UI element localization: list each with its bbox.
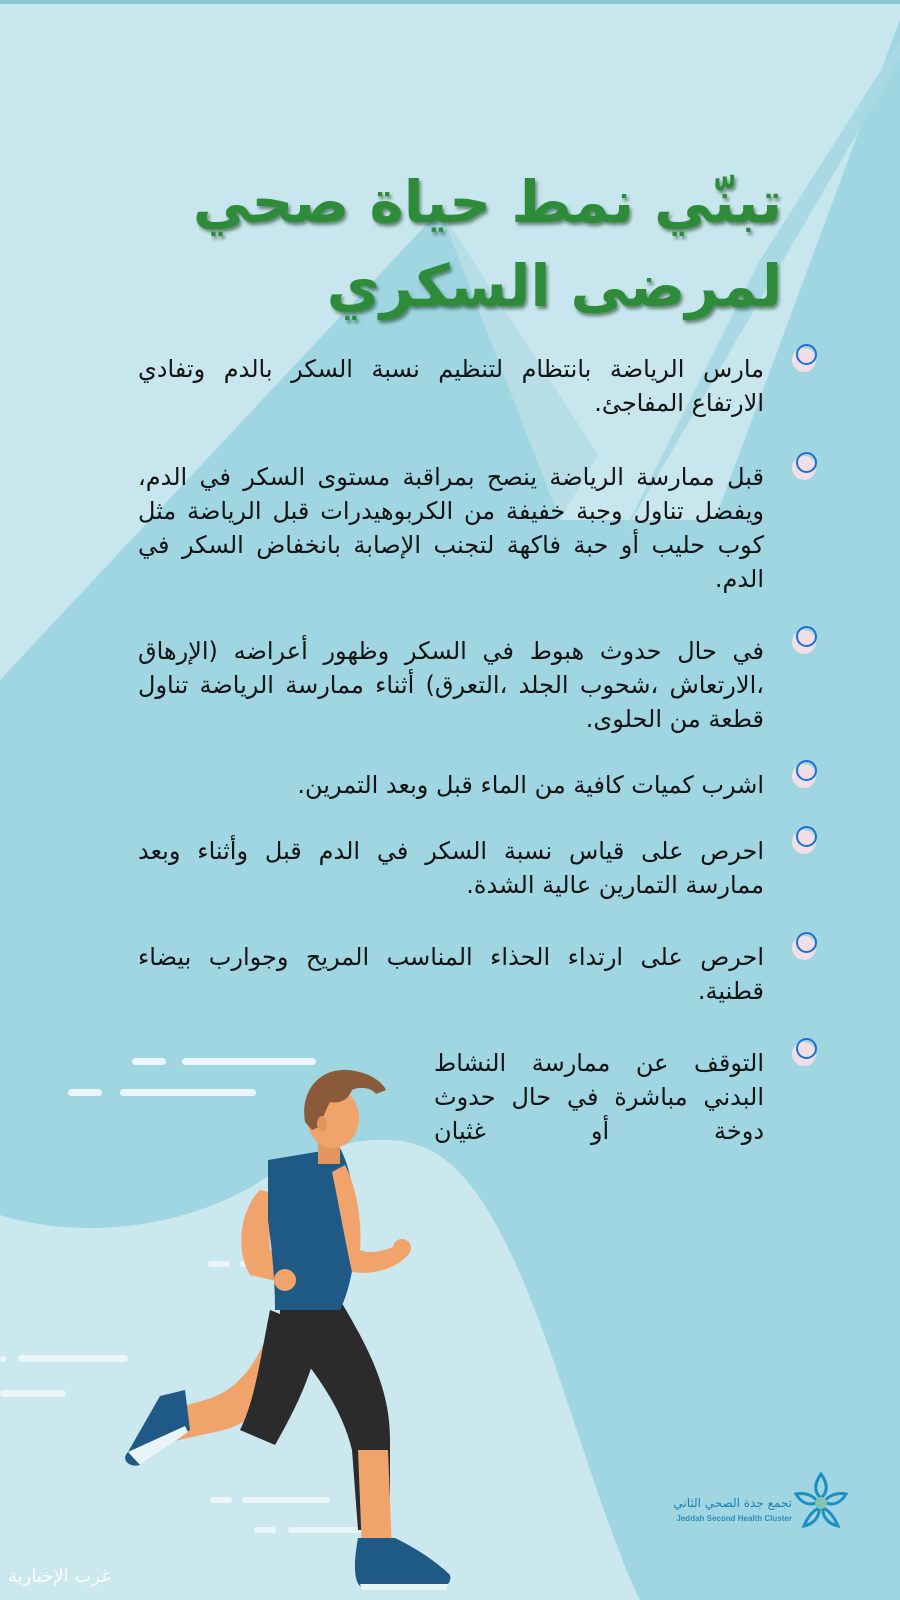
tip-text: مارس الرياضة بانتظام لتنظيم نسبة السكر بالدم وتفادي الارتفاع المفاجئ.: [138, 355, 764, 417]
logo-name-arabic: تجمع جدة الصحي الثاني: [673, 1496, 792, 1510]
tip-item: [122, 340, 822, 420]
tip-item: [122, 928, 822, 1008]
circle-bullet-icon: [792, 626, 822, 656]
tip-item: [122, 622, 822, 736]
tip-text: قبل ممارسة الرياضة ينصح بمراقبة مستوى السكر في الدم، ويفضل تناول وجبة خفيفة من الكربوهيدرات قبل الرياضة مثل كوب حليب أو حبة فاكهة لتجنب الإصابة بانخفاض السكر في الدم.: [138, 463, 764, 593]
tip-text: احرص على ارتداء الحذاء المناسب المريح وجوارب بيضاء قطنية.: [138, 943, 764, 1005]
poster-title: [182, 160, 782, 328]
tip-text: احرص على قياس نسبة السكر في الدم قبل وأثناء وبعد ممارسة التمارين عالية الشدة.: [138, 837, 764, 899]
logo-name-english: Jeddah Second Health Cluster: [676, 1514, 792, 1523]
circle-bullet-icon: [792, 826, 822, 856]
tip-item: [122, 1034, 822, 1148]
star-flower-logo-icon: [792, 1470, 850, 1532]
tip-text: التوقف عن ممارسة النشاط البدني مباشرة في حال حدوث دوخة أو غثيان: [434, 1049, 764, 1145]
watermark: غرب الإخبارية: [8, 1566, 111, 1587]
tip-text: في حال حدوث هبوط في السكر وظهور أعراضه (الإرهاق ،الارتعاش ،شحوب الجلد ،التعرق) أثناء ممارسة الرياضة تناول قطعة من الحلوى.: [138, 637, 764, 733]
tip-item: [122, 448, 822, 596]
circle-bullet-icon: [792, 452, 822, 482]
tip-item: [122, 756, 822, 802]
title-line-2: لمرضى السكري: [326, 252, 782, 320]
circle-bullet-icon: [792, 760, 822, 790]
tip-text: اشرب كميات كافية من الماء قبل وبعد التمرين.: [297, 771, 764, 799]
title-line-1: تبنّي نمط حياة صحي: [192, 168, 782, 236]
circle-bullet-icon: [792, 1038, 822, 1068]
circle-bullet-icon: [792, 344, 822, 374]
tip-item: [122, 822, 822, 902]
health-cluster-logo: [660, 1490, 860, 1550]
tips-list: [122, 340, 822, 1148]
circle-bullet-icon: [792, 932, 822, 962]
